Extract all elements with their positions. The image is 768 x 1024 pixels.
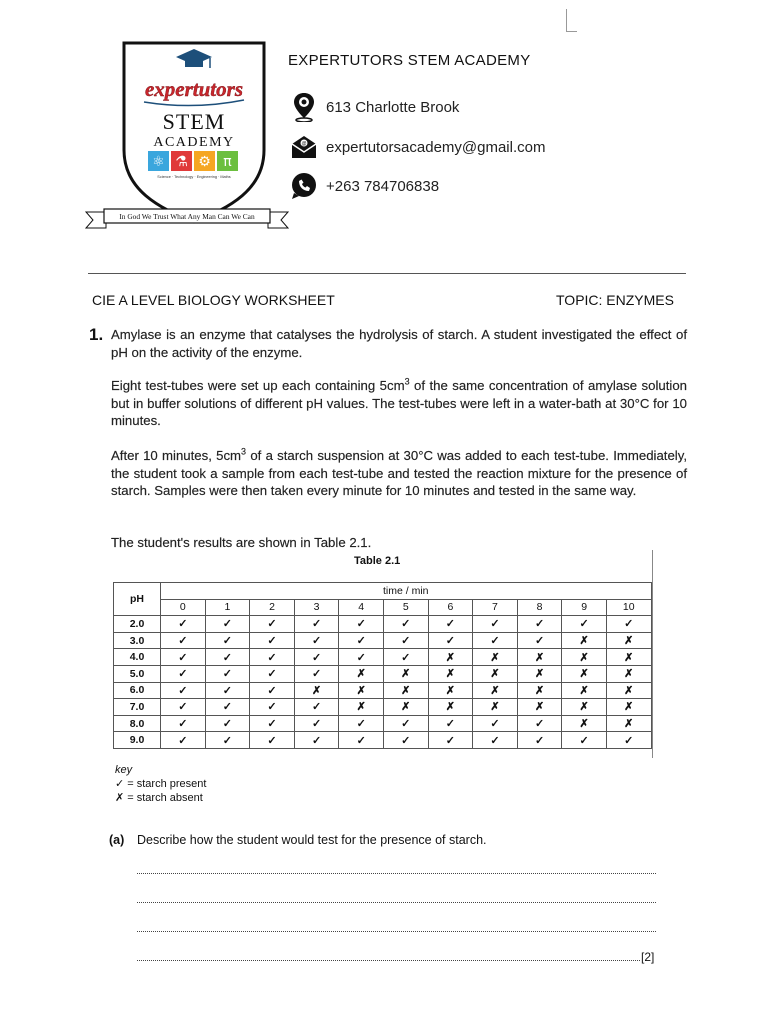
- time-cell: 0: [161, 599, 206, 616]
- stem-tile-symbol: ⚗: [175, 154, 188, 170]
- result-cell: ✗: [562, 699, 607, 716]
- result-cell: ✓: [383, 649, 428, 666]
- key-absent: ✗ = starch absent: [115, 792, 203, 804]
- table-row: [114, 715, 652, 732]
- ph-header: pH: [114, 583, 161, 616]
- result-cell: ✓: [205, 649, 250, 666]
- email-text: expertutorsacademy@gmail.com: [326, 138, 546, 156]
- result-cell: ✗: [562, 715, 607, 732]
- time-cell: 9: [562, 599, 607, 616]
- result-cell: ✗: [606, 715, 651, 732]
- ph-cell: 6.0: [114, 682, 161, 699]
- ph-cell: 2.0: [114, 616, 161, 633]
- method-paragraph-2: After 10 minutes, $5cm^3$ of a starch suspension at 30°C was added to each test-tube. Immediately, the student took a sample from each test-tube and tested the reaction mixture for the presence of starch. Samples were then taken every minute for 10 minutes and tested in the same way.: [111, 446, 687, 498]
- header-divider: [88, 273, 686, 274]
- result-cell: ✗: [473, 699, 518, 716]
- table-row: [114, 682, 652, 699]
- result-cell: ✓: [250, 732, 295, 749]
- result-cell: ✓: [473, 616, 518, 633]
- marks-allocation: [2]: [641, 950, 655, 964]
- result-cell: ✓: [517, 632, 562, 649]
- time-cell: 1: [205, 599, 250, 616]
- result-cell: ✗: [562, 632, 607, 649]
- answer-line[interactable]: [137, 902, 656, 903]
- result-cell: ✓: [383, 715, 428, 732]
- time-cell: 2: [250, 599, 295, 616]
- result-cell: ✓: [339, 649, 384, 666]
- result-cell: ✓: [205, 665, 250, 682]
- results-intro: The student's results are shown in Table 2.1.: [111, 535, 372, 550]
- result-cell: ✓: [606, 732, 651, 749]
- result-cell: ✗: [517, 682, 562, 699]
- address-text: 613 Charlotte Brook: [326, 98, 460, 116]
- ph-cell: 4.0: [114, 649, 161, 666]
- time-cell: 8: [517, 599, 562, 616]
- result-cell: ✗: [473, 665, 518, 682]
- result-cell: ✗: [473, 682, 518, 699]
- result-cell: ✓: [250, 699, 295, 716]
- stem-tile-symbol: π: [223, 154, 232, 170]
- part-a-label: (a): [109, 833, 125, 847]
- result-cell: ✗: [294, 682, 339, 699]
- result-cell: ✓: [383, 632, 428, 649]
- ph-cell: 7.0: [114, 699, 161, 716]
- result-cell: ✓: [562, 616, 607, 633]
- method-paragraph-1: Eight test-tubes were set up each containing $5cm^3$ of the same concentration of amylase solution but in buffer solutions of different pH values. The test-tubes were left in a water-bath at 30°C for 10 minutes.: [111, 376, 687, 428]
- table-row: [114, 632, 652, 649]
- time-cell: 10: [606, 599, 651, 616]
- result-cell: ✓: [383, 732, 428, 749]
- table-caption: Table 2.1: [354, 555, 401, 567]
- logo-brand-text: expertutors: [144, 77, 244, 101]
- result-cell: ✓: [161, 682, 206, 699]
- time-cell: 4: [339, 599, 384, 616]
- result-cell: ✓: [428, 715, 473, 732]
- result-cell: ✗: [339, 699, 384, 716]
- result-cell: ✓: [294, 699, 339, 716]
- result-cell: ✓: [339, 732, 384, 749]
- result-cell: ✓: [250, 649, 295, 666]
- result-cell: ✗: [339, 682, 384, 699]
- result-cell: ✓: [205, 632, 250, 649]
- result-cell: ✓: [562, 732, 607, 749]
- answer-line[interactable]: [137, 960, 640, 961]
- ph-cell: 3.0: [114, 632, 161, 649]
- result-cell: ✓: [428, 732, 473, 749]
- result-cell: ✗: [606, 682, 651, 699]
- svg-text:@: @: [301, 141, 307, 147]
- result-cell: ✓: [339, 632, 384, 649]
- result-cell: ✓: [205, 732, 250, 749]
- location-pin-icon: [290, 92, 318, 122]
- question-intro: Amylase is an enzyme that catalyses the hydrolysis of starch. A student investigated the effect of pH on the activity of the enzyme.: [111, 327, 687, 360]
- result-cell: ✓: [250, 715, 295, 732]
- result-cell: ✗: [517, 665, 562, 682]
- key-present: ✓ = starch present: [115, 778, 207, 790]
- results-table: [113, 582, 652, 749]
- result-cell: ✓: [205, 616, 250, 633]
- result-cell: ✗: [562, 649, 607, 666]
- result-cell: ✗: [562, 682, 607, 699]
- time-cell: 5: [383, 599, 428, 616]
- time-cell: 6: [428, 599, 473, 616]
- result-cell: ✓: [161, 699, 206, 716]
- key-title: key: [115, 764, 133, 776]
- time-values-row: [114, 599, 652, 616]
- result-cell: ✓: [294, 715, 339, 732]
- ph-cell: 9.0: [114, 732, 161, 749]
- logo-stem-text: STEM: [162, 109, 226, 134]
- stem-tile-symbol: ⚙: [198, 154, 211, 170]
- result-cell: ✓: [606, 616, 651, 633]
- result-cell: ✓: [250, 665, 295, 682]
- result-cell: ✓: [383, 616, 428, 633]
- result-cell: ✗: [606, 665, 651, 682]
- table-row: [114, 699, 652, 716]
- result-cell: ✓: [161, 649, 206, 666]
- result-cell: ✓: [294, 732, 339, 749]
- result-cell: ✓: [205, 699, 250, 716]
- result-cell: ✓: [161, 616, 206, 633]
- result-cell: ✓: [473, 632, 518, 649]
- phone-text: +263 784706838: [326, 177, 440, 195]
- result-cell: ✓: [294, 632, 339, 649]
- result-cell: ✗: [428, 665, 473, 682]
- result-cell: ✓: [205, 715, 250, 732]
- table-row: [114, 649, 652, 666]
- result-cell: ✗: [606, 699, 651, 716]
- result-cell: ✗: [517, 699, 562, 716]
- result-cell: ✓: [161, 715, 206, 732]
- result-cell: ✓: [161, 665, 206, 682]
- worksheet-topic: TOPIC: ENZYMES: [556, 292, 674, 308]
- margin-line: [652, 550, 653, 758]
- result-cell: ✓: [428, 632, 473, 649]
- academy-logo: [84, 40, 290, 235]
- result-cell: ✓: [339, 715, 384, 732]
- result-cell: ✓: [250, 616, 295, 633]
- answer-line[interactable]: [137, 873, 656, 874]
- mail-icon: [290, 132, 318, 162]
- logo-academy-text: ACADEMY: [153, 135, 235, 150]
- result-cell: ✓: [250, 682, 295, 699]
- email-row: [290, 131, 545, 163]
- result-cell: ✓: [294, 616, 339, 633]
- result-cell: ✓: [517, 732, 562, 749]
- answer-line[interactable]: [137, 931, 656, 932]
- result-cell: ✗: [339, 665, 384, 682]
- result-cell: ✓: [473, 715, 518, 732]
- corner-mark: [566, 9, 577, 32]
- table-key: [115, 763, 206, 805]
- table-header-row: [114, 583, 652, 600]
- result-cell: ✓: [517, 616, 562, 633]
- result-cell: ✗: [428, 649, 473, 666]
- result-cell: ✗: [517, 649, 562, 666]
- academy-name: EXPERTUTORS STEM ACADEMY: [288, 52, 531, 69]
- whatsapp-icon: [290, 171, 318, 201]
- result-cell: ✓: [517, 715, 562, 732]
- logo-motto: In God We Trust What Any Man Can We Can: [119, 212, 255, 221]
- result-cell: ✓: [161, 732, 206, 749]
- result-cell: ✗: [383, 682, 428, 699]
- result-cell: ✗: [383, 665, 428, 682]
- result-cell: ✓: [294, 665, 339, 682]
- worksheet-title: CIE A LEVEL BIOLOGY WORKSHEET: [92, 292, 335, 308]
- result-cell: ✓: [205, 682, 250, 699]
- ph-cell: 8.0: [114, 715, 161, 732]
- result-cell: ✓: [250, 632, 295, 649]
- result-cell: ✗: [606, 649, 651, 666]
- address-row: [290, 91, 459, 123]
- result-cell: ✓: [339, 616, 384, 633]
- result-cell: ✓: [473, 732, 518, 749]
- table-row: [114, 665, 652, 682]
- time-header: time / min: [161, 583, 652, 600]
- time-cell: 7: [473, 599, 518, 616]
- question-number: 1.: [89, 325, 104, 344]
- result-cell: ✗: [428, 699, 473, 716]
- motto-ribbon: [86, 209, 288, 228]
- part-a-question: Describe how the student would test for the presence of starch.: [137, 833, 487, 847]
- result-cell: ✗: [562, 665, 607, 682]
- stem-tile-symbol: ⚛: [152, 154, 165, 170]
- result-cell: ✓: [294, 649, 339, 666]
- result-cell: ✓: [428, 616, 473, 633]
- result-cell: ✗: [383, 699, 428, 716]
- result-cell: ✗: [473, 649, 518, 666]
- result-cell: ✗: [428, 682, 473, 699]
- time-cell: 3: [294, 599, 339, 616]
- ph-cell: 5.0: [114, 665, 161, 682]
- phone-row: [290, 170, 439, 202]
- result-cell: ✓: [161, 632, 206, 649]
- table-row: [114, 616, 652, 633]
- result-cell: ✗: [606, 632, 651, 649]
- logo-subline: Science · Technology · Engineering · Maths: [157, 175, 231, 179]
- table-row: [114, 732, 652, 749]
